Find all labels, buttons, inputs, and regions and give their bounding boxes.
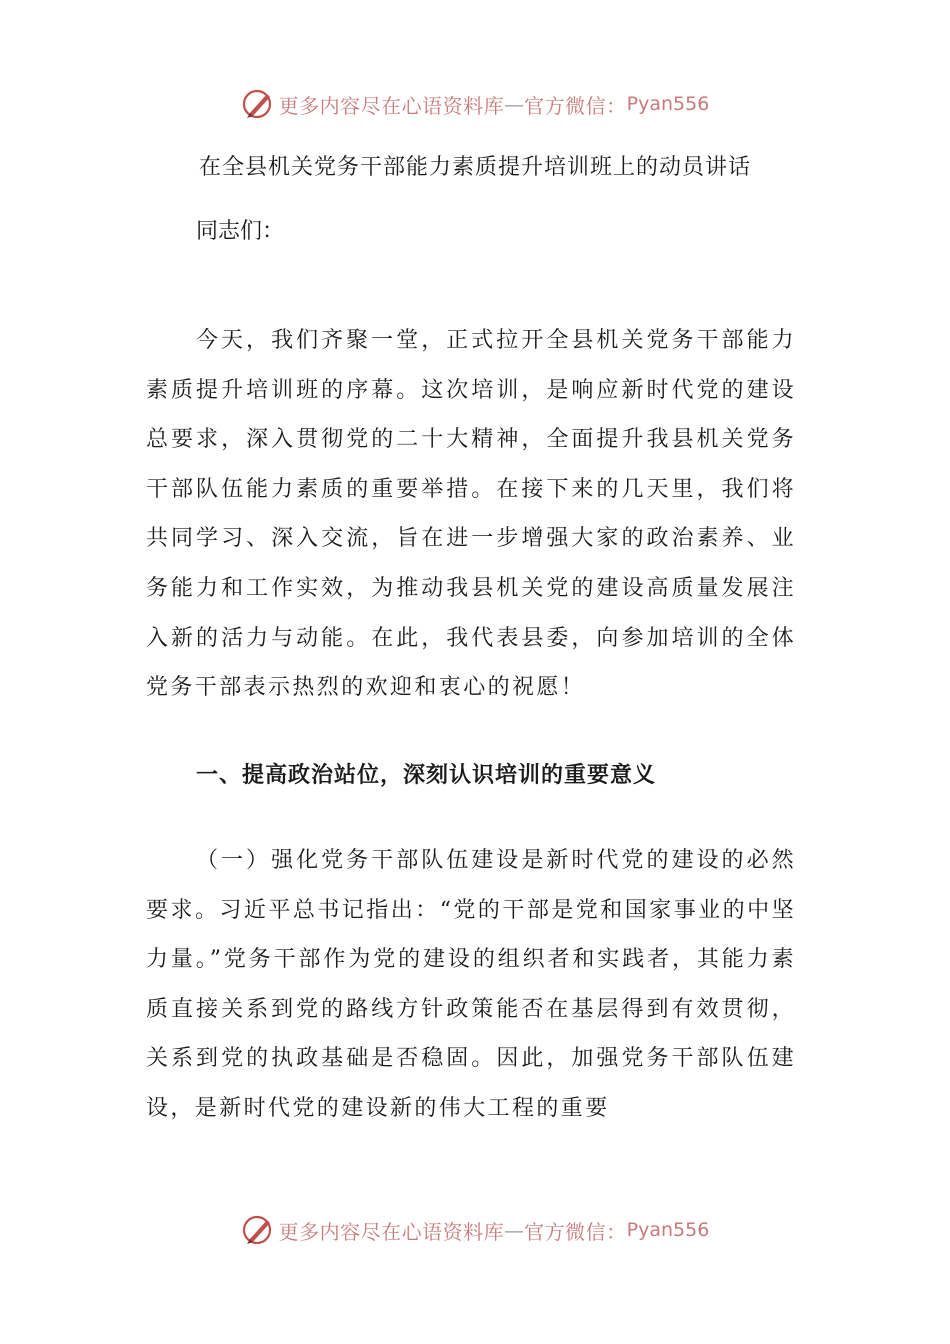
- paragraph-intro: 今天，我们齐聚一堂，正式拉开全县机关党务干部能力素质提升培训班的序幕。这次培训，是响应新时代党的建设总要求，深入贯彻党的二十大精神，全面提升我县机关党务干部队伍能力素质的重要举措。在接下来的几天里，我们将共同学习、深入交流，旨在进一步增强大家的政治素养、业务能力和工作实效，为推动我县机关党的建设高质量发展注入新的活力与动能。在此，我代表县委，向参加培训的全体党务干部表示热烈的欢迎和衷心的祝愿！: [146, 328, 796, 701]
- pen-logo-icon: [241, 1213, 275, 1247]
- pen-logo-icon: [241, 87, 275, 121]
- paragraph-section1-item1: （一）强化党务干部队伍建设是新时代党的建设的必然要求。习近平总书记指出：“党的干部是党和国家事业的中坚力量。”党务干部作为党的建设的组织者和实践者，其能力素质直接关系到党的路线方针政策能否在基层得到有效贯彻，关系到党的执政基础是否稳固。因此，加强党务干部队伍建设，是新时代党的建设新的伟大工程的重要: [146, 848, 796, 1121]
- header-watermark: [0, 84, 950, 124]
- watermark-text: 更多内容尽在心语资料库: [278, 1219, 505, 1244]
- section-heading-1: 一、提高政治站位，深刻认识培训的重要意义: [196, 763, 657, 788]
- watermark-separator: —: [504, 1218, 525, 1242]
- watermark-separator: —: [504, 92, 525, 116]
- watermark-id: Pyan556: [626, 93, 710, 115]
- watermark-label: 官方微信：: [524, 93, 627, 118]
- watermark-label: 官方微信：: [524, 1219, 627, 1244]
- greeting: 同志们：: [196, 219, 285, 244]
- footer-watermark: [0, 1210, 950, 1250]
- watermark-id: Pyan556: [626, 1219, 710, 1241]
- watermark-text: 更多内容尽在心语资料库: [278, 93, 505, 118]
- document-title: 在全县机关党务干部能力素质提升培训班上的动员讲话: [198, 155, 751, 180]
